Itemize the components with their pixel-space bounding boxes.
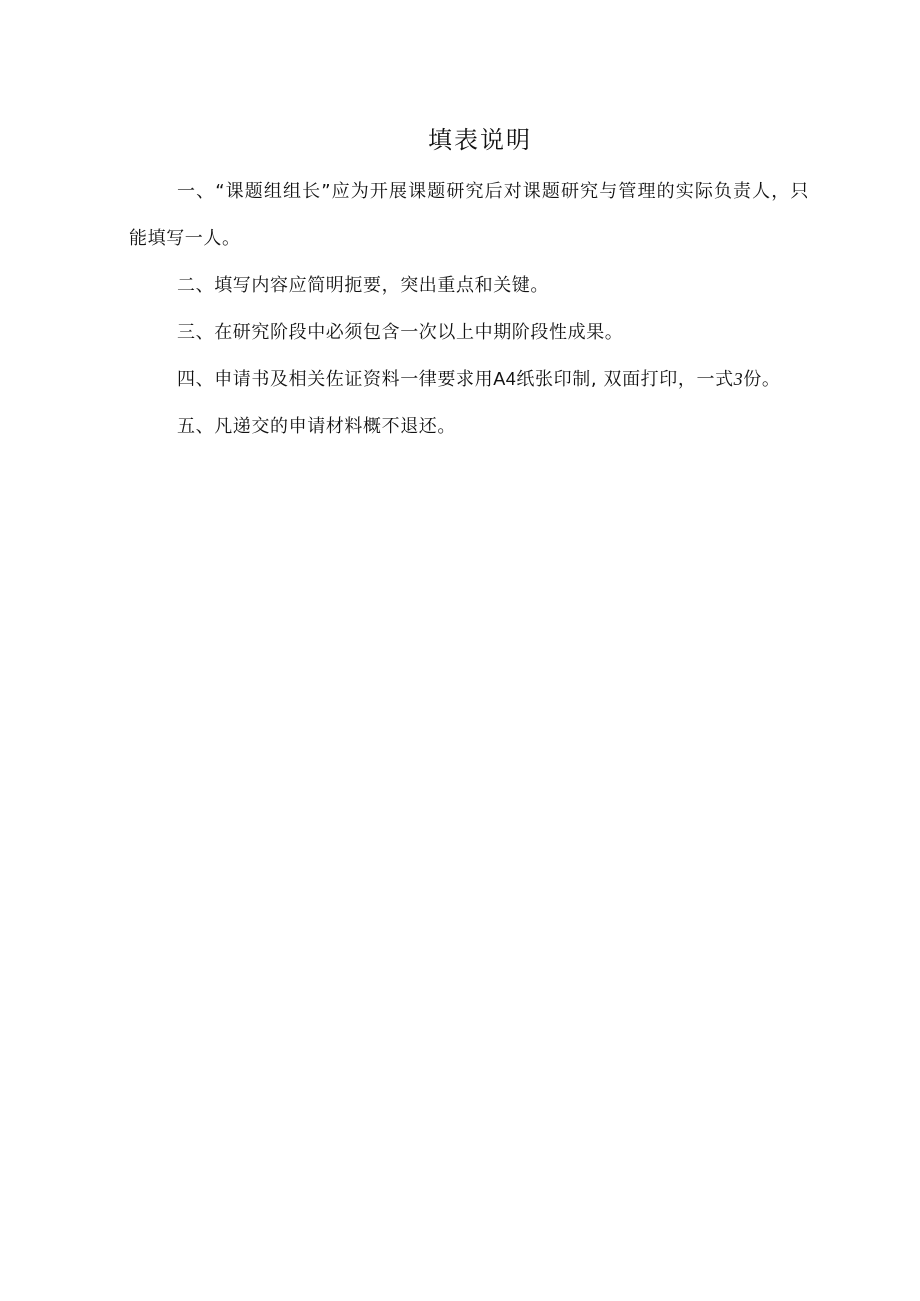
- instruction-item-5: 五、凡递交的申请材料概不退还。: [177, 416, 456, 437]
- instruction-item-3: 三、在研究阶段中必须包含一次以上中期阶段性成果。: [177, 322, 624, 343]
- copies-count: 3: [733, 369, 744, 389]
- instruction-item-1: 一、“课题组组长”应为开展课题研究后对课题研究与管理的实际负责人，只能填写一人。: [129, 181, 809, 249]
- instruction-item-4: [129, 356, 809, 403]
- instruction-item-4-text-after: 份。: [743, 369, 781, 390]
- instruction-item-4-text-middle: 纸张印制, 双面打印，一式: [516, 369, 734, 390]
- instructions-list: [129, 168, 809, 450]
- instruction-item-2: 二、填写内容应简明扼要，突出重点和关键。: [177, 275, 549, 296]
- page-title: 填表说明: [428, 126, 532, 154]
- instruction-item-4-text-before: 四、申请书及相关佐证资料一律要求用: [177, 369, 494, 390]
- paper-size: A4: [493, 369, 517, 389]
